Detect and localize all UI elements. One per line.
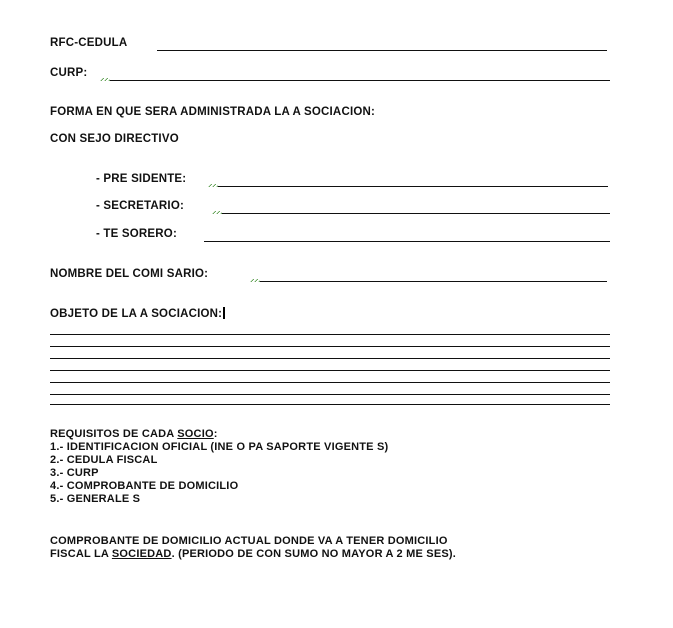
requisitos-heading-socio: SOCIO xyxy=(177,428,214,440)
comisario-field[interactable] xyxy=(260,281,607,282)
comprobante-sociedad: SOCIEDAD xyxy=(111,548,172,560)
text-cursor xyxy=(223,307,225,319)
tesorero-label: - TE SORERO: xyxy=(96,228,177,240)
spellcheck-mark xyxy=(212,211,222,214)
requisitos-heading xyxy=(50,428,218,441)
spellcheck-mark xyxy=(100,78,110,81)
requisito-item: 3.- CURP xyxy=(50,467,99,479)
tesorero-field[interactable] xyxy=(204,241,610,242)
objeto-line[interactable] xyxy=(50,358,610,359)
comprobante-line-2 xyxy=(50,548,456,561)
comisario-label: NOMBRE DEL COMI SARIO: xyxy=(50,268,209,280)
spellcheck-mark xyxy=(208,184,218,187)
curp-label: CURP: xyxy=(50,67,88,79)
forma-heading: FORMA EN QUE SERA ADMINISTRADA LA A SOCIACION: xyxy=(50,106,376,118)
spellcheck-mark xyxy=(250,279,260,282)
objeto-label xyxy=(50,307,225,320)
requisitos-heading-suffix: : xyxy=(213,428,218,440)
comprobante-line-2-prefix: FISCAL LA xyxy=(50,548,112,560)
secretario-label: - SECRETARIO: xyxy=(96,200,184,212)
secretario-field[interactable] xyxy=(222,213,610,214)
requisito-item: 4.- COMPROBANTE DE DOMICILIO xyxy=(50,480,239,492)
objeto-line[interactable] xyxy=(50,346,610,347)
rfc-cedula-field[interactable] xyxy=(157,50,607,51)
objeto-label-text: OBJETO DE LA A SOCIACION: xyxy=(50,308,223,320)
comprobante-line-2-suffix: . (PERIODO DE CON SUMO NO MAYOR A 2 ME SES). xyxy=(171,548,457,560)
presidente-label: - PRE SIDENTE: xyxy=(96,173,187,185)
requisitos-heading-prefix: REQUISITOS DE CADA xyxy=(50,428,178,440)
rfc-cedula-label: RFC-CEDULA xyxy=(50,37,128,49)
consejo-heading: CON SEJO DIRECTIVO xyxy=(50,133,179,145)
objeto-line[interactable] xyxy=(50,394,610,395)
objeto-line[interactable] xyxy=(50,382,610,383)
presidente-field[interactable] xyxy=(218,186,608,187)
objeto-line[interactable] xyxy=(50,404,610,405)
requisito-item: 2.- CEDULA FISCAL xyxy=(50,454,158,466)
requisito-item: 1.- IDENTIFICACION OFICIAL (INE O PA SAPORTE VIGENTE S) xyxy=(50,441,389,453)
curp-field[interactable] xyxy=(110,80,610,81)
objeto-line[interactable] xyxy=(50,370,610,371)
requisito-item: 5.- GENERALE S xyxy=(50,493,141,505)
objeto-line[interactable] xyxy=(50,334,610,335)
comprobante-line-1: COMPROBANTE DE DOMICILIO ACTUAL DONDE VA A TENER DOMICILIO xyxy=(50,535,448,547)
